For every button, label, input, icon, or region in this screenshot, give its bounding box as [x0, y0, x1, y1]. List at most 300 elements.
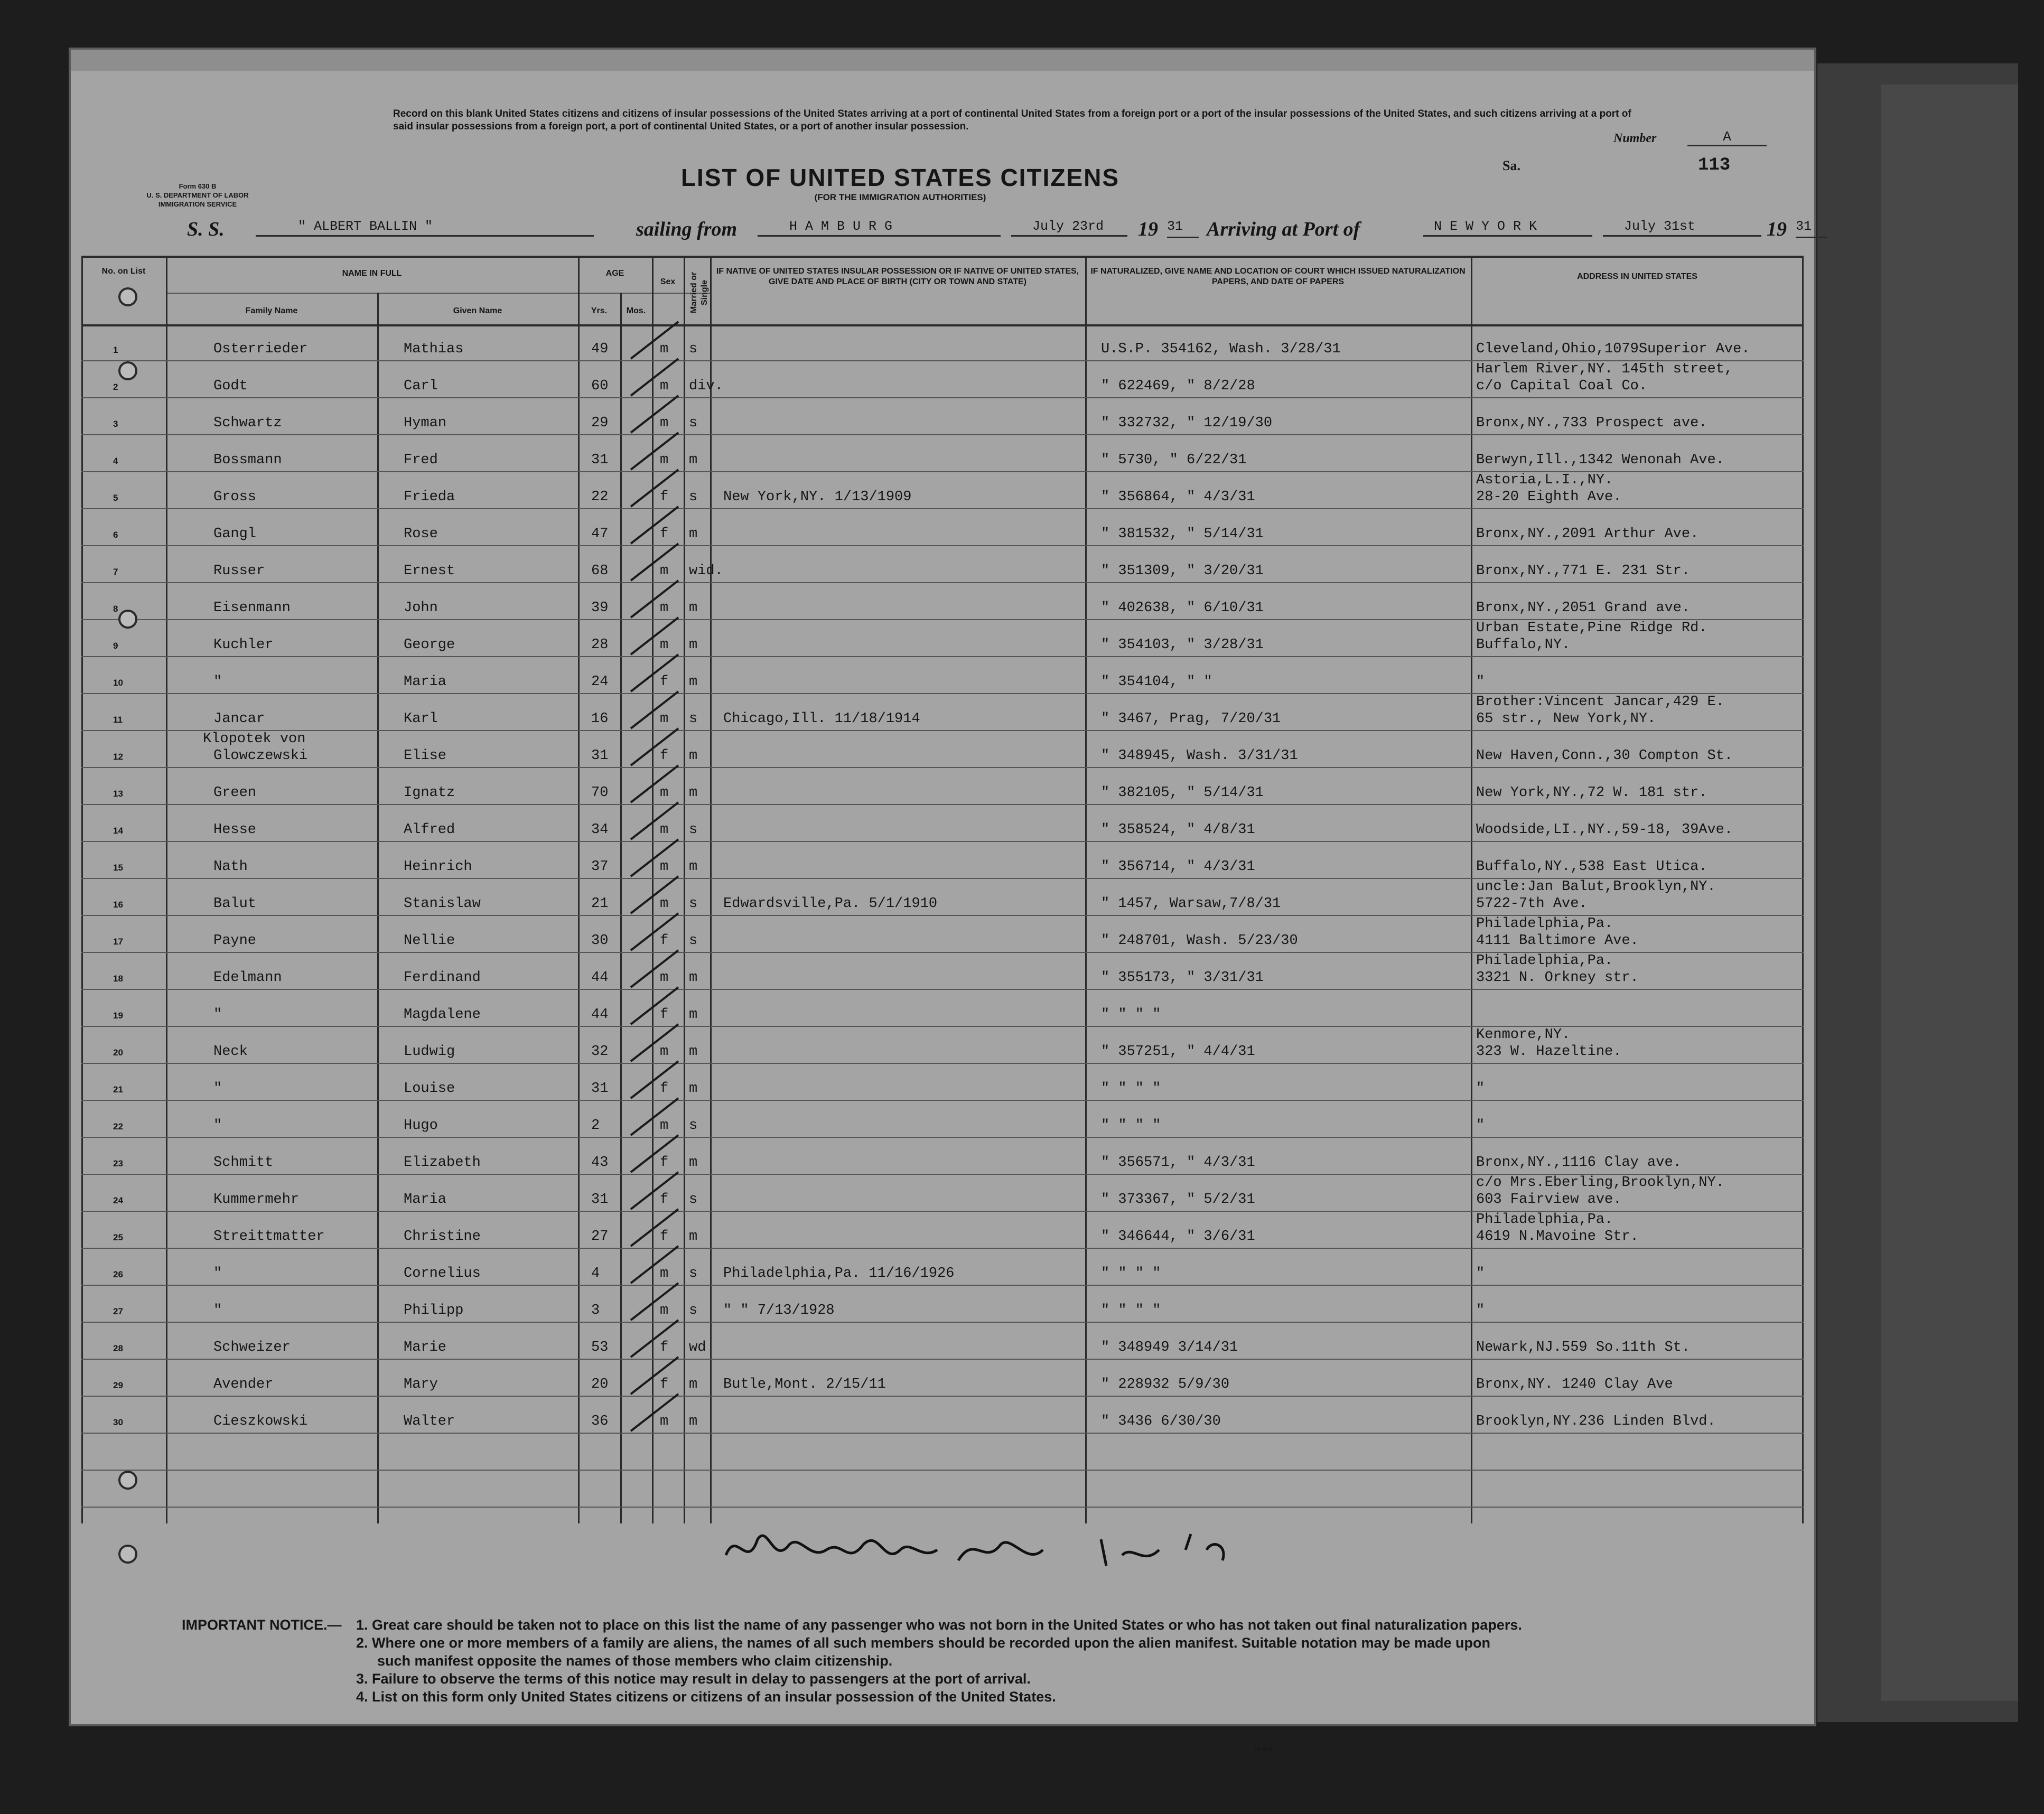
table-top-rule	[81, 256, 1804, 258]
header-sex: Sex	[660, 277, 676, 286]
sex: f	[660, 1192, 669, 1208]
check-mark-icon	[626, 541, 689, 583]
naturalization-papers: " 1457, Warsaw,7/8/31	[1101, 896, 1281, 912]
check-mark-icon	[626, 911, 689, 953]
age-years: 20	[591, 1377, 609, 1392]
table-row	[81, 694, 1804, 731]
naturalization-papers: " 381532, " 5/14/31	[1101, 526, 1264, 542]
age-years: 44	[591, 1007, 609, 1023]
sailing-label: sailing from	[636, 218, 738, 240]
header-birth: IF NATIVE OF UNITED STATES INSULAR POSSESSION OR IF NATIVE OF UNITED STATES, GIVE DATE AND PLACE OF BIRTH (CITY OR TOWN AND STATE)	[716, 267, 1079, 286]
age-years: 24	[591, 674, 609, 690]
marital-status: s	[689, 489, 698, 505]
page-number: 113	[1698, 155, 1731, 175]
sex: m	[660, 896, 669, 912]
naturalization-papers: " 354103, " 3/28/31	[1101, 637, 1264, 653]
notice-item: 4. List on this form only United States citizens or citizens of an insular possession of the United States.	[356, 1689, 1056, 1705]
notice-heading: IMPORTANT NOTICE.—	[182, 1617, 342, 1633]
address-line: c/o Mrs.Eberling,Brooklyn,NY.	[1476, 1175, 1724, 1191]
given-name: John	[404, 600, 438, 616]
check-mark-icon	[626, 874, 689, 916]
row-number: 25	[113, 1232, 123, 1242]
sex: f	[660, 1007, 669, 1023]
row-number: 5	[113, 493, 118, 503]
ss-label: S. S.	[187, 218, 225, 240]
arrival-date: July 31st	[1603, 219, 1761, 237]
given-name: Elise	[404, 748, 447, 764]
marital-status: m	[689, 637, 698, 653]
check-mark-icon	[626, 319, 689, 361]
family-name: Balut	[213, 896, 257, 912]
table-row	[81, 1212, 1804, 1249]
check-mark-icon	[626, 1207, 689, 1249]
given-name: Cornelius	[404, 1266, 481, 1282]
sex: m	[660, 637, 669, 653]
address: New York,NY.,72 W. 181 str.	[1476, 785, 1707, 801]
table-row	[81, 509, 1804, 546]
family-name: Kuchler	[213, 637, 274, 653]
family-name: Edelmann	[213, 970, 282, 986]
sex: f	[660, 1340, 669, 1355]
arriving-label: Arriving at Port of	[1207, 218, 1360, 240]
form-number: Form 630 B	[179, 182, 217, 190]
age-years: 39	[591, 600, 609, 616]
departure-port: H A M B U R G	[758, 219, 1001, 237]
family-name: Bossmann	[213, 452, 282, 468]
table-row	[81, 953, 1804, 990]
address: "	[1476, 1303, 1485, 1319]
family-name: "	[213, 674, 222, 690]
naturalization-papers: " 348949 3/14/31	[1101, 1340, 1238, 1355]
check-mark-icon	[626, 985, 689, 1027]
check-mark-icon	[626, 726, 689, 768]
naturalization-papers: " 351309, " 3/20/31	[1101, 563, 1264, 579]
header-age: AGE	[605, 269, 624, 278]
ship-name: " ALBERT BALLIN "	[256, 219, 594, 237]
family-name: "	[213, 1266, 222, 1282]
address: Bronx,NY. 1240 Clay Ave	[1476, 1377, 1673, 1392]
family-name: "	[213, 1303, 222, 1319]
table-row	[81, 1397, 1804, 1434]
family-name: Schweizer	[213, 1340, 291, 1355]
header-given-name: Given Name	[453, 306, 502, 315]
check-mark-icon	[626, 1317, 689, 1360]
address-line: uncle:Jan Balut,Brooklyn,NY.	[1476, 879, 1716, 895]
header-sub-rule	[166, 293, 710, 294]
manifest-page	[69, 48, 1816, 1753]
table-row	[81, 990, 1804, 1027]
passenger-table	[81, 256, 1804, 1523]
given-name: Rose	[404, 526, 438, 542]
naturalization-papers: " 3436 6/30/30	[1101, 1414, 1221, 1429]
address-line: Harlem River,NY. 145th street,	[1476, 361, 1733, 377]
sex: m	[660, 341, 669, 357]
marital-status: div.	[689, 378, 723, 394]
birth-place-date: New York,NY. 1/13/1909	[723, 489, 912, 505]
family-name: "	[213, 1118, 222, 1134]
age-years: 36	[591, 1414, 609, 1429]
sex: f	[660, 933, 669, 949]
notice-item: 3. Failure to observe the terms of this notice may result in delay to passengers at the port of arrival.	[356, 1671, 1031, 1687]
age-years: 28	[591, 637, 609, 653]
row-number: 2	[113, 382, 118, 392]
sex: m	[660, 600, 669, 616]
sex: m	[660, 1303, 669, 1319]
row-number: 13	[113, 789, 123, 799]
header-family-name: Family Name	[245, 306, 298, 315]
age-years: 2	[591, 1118, 600, 1134]
sex: f	[660, 489, 669, 505]
notice-item: 2. Where one or more members of a family are aliens, the names of all such members should be recorded upon the alien manifest. Suitable notation may be made upon	[356, 1635, 1491, 1651]
given-name: Heinrich	[404, 859, 472, 875]
row-number: 15	[113, 863, 123, 873]
check-mark-icon	[626, 1243, 689, 1286]
table-row	[81, 879, 1804, 916]
given-name: Magdalene	[404, 1007, 481, 1023]
table-row	[81, 546, 1804, 583]
address-line: Philadelphia,Pa.	[1476, 1212, 1613, 1228]
row-number: 11	[113, 715, 123, 725]
age-years: 31	[591, 1081, 609, 1097]
page-title: LIST OF UNITED STATES CITIZENS	[680, 164, 1120, 191]
address: Bronx,NY.,2051 Grand ave.	[1476, 600, 1691, 616]
check-mark-icon	[626, 837, 689, 879]
row-number: 26	[113, 1269, 123, 1279]
row-number: 12	[113, 752, 123, 762]
address: Woodside,LI.,NY.,59-18, 39Ave.	[1476, 822, 1733, 838]
given-name: Nellie	[404, 933, 455, 949]
naturalization-papers: " 373367, " 5/2/31	[1101, 1192, 1255, 1208]
naturalization-papers: U.S.P. 354162, Wash. 3/28/31	[1101, 341, 1341, 357]
backing-sheet-inner	[1881, 85, 2018, 1701]
sex: m	[660, 1414, 669, 1429]
family-name: Kummermehr	[213, 1192, 300, 1208]
given-name: Mary	[404, 1377, 438, 1392]
family-name: Green	[213, 785, 257, 801]
address-line: Philadelphia,Pa.	[1476, 953, 1613, 969]
family-name: Hesse	[213, 822, 257, 838]
address: "	[1476, 674, 1485, 690]
age-years: 68	[591, 563, 609, 579]
age-years: 30	[591, 933, 609, 949]
naturalization-papers: " " " "	[1101, 1007, 1161, 1023]
given-name: Walter	[404, 1414, 455, 1429]
marital-status: m	[689, 1044, 698, 1060]
naturalization-papers: " 354104, " "	[1101, 674, 1212, 690]
row-number: 18	[113, 974, 123, 984]
family-name: Streittmatter	[213, 1229, 325, 1245]
birth-place-date: " " 7/13/1928	[723, 1303, 835, 1319]
given-name: Ludwig	[404, 1044, 455, 1060]
family-name: Glowczewski	[213, 748, 308, 764]
table-row	[81, 472, 1804, 509]
table-row	[81, 1138, 1804, 1175]
naturalization-papers: " 356571, " 4/3/31	[1101, 1155, 1255, 1171]
address: "	[1476, 1266, 1485, 1282]
table-row	[81, 1360, 1804, 1397]
birth-place-date: Philadelphia,Pa. 11/16/1926	[723, 1266, 955, 1282]
birth-place-date: Chicago,Ill. 11/18/1914	[723, 711, 920, 727]
row-number: 19	[113, 1011, 123, 1021]
table-row	[81, 1064, 1804, 1101]
address: New Haven,Conn.,30 Compton St.	[1476, 748, 1733, 764]
naturalization-papers: " " " "	[1101, 1266, 1161, 1282]
age-years: 3	[591, 1303, 600, 1319]
family-name: Osterrieder	[213, 341, 308, 357]
header-naturalized: IF NATURALIZED, GIVE NAME AND LOCATION OF COURT WHICH ISSUED NATURALIZATION PAPERS, AND DATE OF PAPERS	[1090, 267, 1466, 286]
row-number: 3	[113, 419, 118, 429]
given-name: Marie	[404, 1340, 447, 1355]
address-line: Philadelphia,Pa.	[1476, 916, 1613, 932]
page-subtitle: (FOR THE IMMIGRATION AUTHORITIES)	[814, 192, 986, 202]
row-number: 6	[113, 530, 118, 540]
address: "	[1476, 1118, 1485, 1134]
table-row	[81, 1027, 1804, 1064]
age-years: 29	[591, 415, 609, 431]
row-number: 29	[113, 1380, 123, 1390]
given-name: Ernest	[404, 563, 455, 579]
table-row	[81, 1323, 1804, 1360]
given-name: Stanislaw	[404, 896, 481, 912]
row-number: 17	[113, 937, 123, 947]
sex: m	[660, 1044, 669, 1060]
page-top-edge	[71, 50, 1814, 71]
sex: f	[660, 1081, 669, 1097]
row-rule	[81, 1507, 1804, 1508]
marital-status: m	[689, 748, 698, 764]
check-mark-icon	[626, 578, 689, 620]
row-number: 1	[113, 345, 118, 355]
number-value: A	[1687, 129, 1767, 146]
given-name: Maria	[404, 1192, 447, 1208]
check-mark-icon	[626, 1022, 689, 1064]
address: Berwyn,Ill.,1342 Wenonah Ave.	[1476, 452, 1724, 468]
table-row	[81, 435, 1804, 472]
sex: m	[660, 859, 669, 875]
record-instructions: Record on this blank United States citizens and citizens of insular possessions of the United States arriving at a port of continental United States from a foreign port or a port of the insular possessions of the United States, and such citizens arriving at a port of said insular possessions from a foreign port, a port of continental United States, or a port of another insular possession.	[393, 108, 1631, 132]
sex: m	[660, 452, 669, 468]
naturalization-papers: " 356714, " 4/3/31	[1101, 859, 1255, 875]
print-code: 14-214	[1254, 1746, 1273, 1753]
family-name: Russer	[213, 563, 265, 579]
marital-status: s	[689, 1192, 698, 1208]
age-years: 22	[591, 489, 609, 505]
age-years: 34	[591, 822, 609, 838]
age-years: 31	[591, 748, 609, 764]
address-line: Urban Estate,Pine Ridge Rd.	[1476, 620, 1707, 636]
family-name: Neck	[213, 1044, 248, 1060]
marital-status: s	[689, 822, 698, 838]
birth-place-date: Edwardsville,Pa. 5/1/1910	[723, 896, 938, 912]
header-yrs: Yrs.	[591, 306, 608, 315]
given-name: Hyman	[404, 415, 447, 431]
naturalization-papers: " " " "	[1101, 1303, 1161, 1319]
given-name: Frieda	[404, 489, 455, 505]
address: Bronx,NY.,2091 Arthur Ave.	[1476, 526, 1699, 542]
header-no-on-list: No. on List	[101, 267, 146, 276]
marital-status: s	[689, 896, 698, 912]
check-mark-icon	[626, 763, 689, 805]
table-row	[81, 361, 1804, 398]
marital-status: s	[689, 933, 698, 949]
given-name: George	[404, 637, 455, 653]
row-number: 4	[113, 456, 118, 466]
row-number: 23	[113, 1158, 123, 1168]
check-mark-icon	[626, 1170, 689, 1212]
given-name: Ferdinand	[404, 970, 481, 986]
naturalization-papers: " 358524, " 4/8/31	[1101, 822, 1255, 838]
table-row	[81, 1175, 1804, 1212]
table-row	[81, 916, 1804, 953]
naturalization-papers: " 348945, Wash. 3/31/31	[1101, 748, 1298, 764]
age-years: 47	[591, 526, 609, 542]
age-years: 37	[591, 859, 609, 875]
given-name: Hugo	[404, 1118, 438, 1134]
marital-status: s	[689, 341, 698, 357]
number-label: Number	[1613, 132, 1657, 145]
family-name: Nath	[213, 859, 248, 875]
check-mark-icon	[626, 467, 689, 509]
given-name: Elizabeth	[404, 1155, 481, 1171]
age-years: 4	[591, 1266, 600, 1282]
header-married: Married or Single	[689, 272, 709, 314]
header-address: ADDRESS IN UNITED STATES	[1577, 272, 1697, 281]
check-mark-icon	[626, 1133, 689, 1175]
sex: m	[660, 378, 669, 394]
age-years: 16	[591, 711, 609, 727]
address: Buffalo,NY.,538 East Utica.	[1476, 859, 1707, 875]
address: c/o Capital Coal Co.	[1476, 378, 1648, 394]
address: 4111 Baltimore Ave.	[1476, 933, 1639, 949]
age-years: 32	[591, 1044, 609, 1060]
table-row	[81, 657, 1804, 694]
table-row	[81, 620, 1804, 657]
header-mos: Mos.	[626, 306, 646, 315]
check-mark-icon	[626, 430, 689, 472]
sex: m	[660, 711, 669, 727]
row-number: 14	[113, 826, 123, 836]
sex: f	[660, 1155, 669, 1171]
row-number: 22	[113, 1121, 123, 1132]
marital-status: s	[689, 1266, 698, 1282]
sex: m	[660, 1266, 669, 1282]
row-number: 27	[113, 1306, 123, 1316]
given-name: Fred	[404, 452, 438, 468]
given-name: Maria	[404, 674, 447, 690]
row-number: 20	[113, 1048, 123, 1058]
departure-year: 31	[1167, 219, 1199, 238]
row-number: 24	[113, 1195, 123, 1205]
binder-hole	[118, 287, 137, 306]
address: Newark,NJ.559 So.11th St.	[1476, 1340, 1691, 1355]
arrival-year-prefix: 19	[1767, 218, 1787, 240]
row-number: 9	[113, 641, 118, 651]
marital-status: m	[689, 600, 698, 616]
check-mark-icon	[626, 1391, 689, 1434]
given-name: Karl	[404, 711, 438, 727]
naturalization-papers: " 228932 5/9/30	[1101, 1377, 1230, 1392]
given-name: Christine	[404, 1229, 481, 1245]
table-row	[81, 805, 1804, 842]
row-rule	[81, 1433, 1804, 1434]
table-row	[81, 768, 1804, 805]
address-line: Astoria,L.I.,NY.	[1476, 472, 1613, 488]
naturalization-papers: " 3467, Prag, 7/20/31	[1101, 711, 1281, 727]
sex: m	[660, 1118, 669, 1134]
table-row	[81, 583, 1804, 620]
address: 603 Fairview ave.	[1476, 1192, 1622, 1208]
family-name: Schwartz	[213, 415, 282, 431]
marital-status: m	[689, 1229, 698, 1245]
address-line: Brother:Vincent Jancar,429 E.	[1476, 694, 1724, 710]
row-number: 30	[113, 1417, 123, 1427]
address: Cleveland,Ohio,1079Superior Ave.	[1476, 341, 1750, 357]
department: U. S. DEPARTMENT OF LABOR	[146, 191, 249, 199]
check-mark-icon	[626, 689, 689, 731]
departure-date: July 23rd	[1011, 219, 1127, 237]
given-name: Louise	[404, 1081, 455, 1097]
family-name: Avender	[213, 1377, 274, 1392]
row-number: 8	[113, 604, 118, 614]
sex: m	[660, 822, 669, 838]
marital-status: m	[689, 970, 698, 986]
naturalization-papers: " 5730, " 6/22/31	[1101, 452, 1247, 468]
marital-status: m	[689, 859, 698, 875]
given-name: Alfred	[404, 822, 455, 838]
address: Buffalo,NY.	[1476, 637, 1571, 653]
marital-status: m	[689, 1155, 698, 1171]
birth-place-date: Butle,Mont. 2/15/11	[723, 1377, 886, 1392]
given-name: Mathias	[404, 341, 464, 357]
given-name: Carl	[404, 378, 438, 394]
family-name: "	[213, 1007, 222, 1023]
marital-status: s	[689, 1118, 698, 1134]
row-number: 16	[113, 900, 123, 910]
address: "	[1476, 1081, 1485, 1097]
check-mark-icon	[626, 948, 689, 990]
marital-status: s	[689, 1303, 698, 1319]
age-years: 27	[591, 1229, 609, 1245]
sex: m	[660, 415, 669, 431]
naturalization-papers: " 355173, " 3/31/31	[1101, 970, 1264, 986]
sa-label: Sa.	[1502, 158, 1520, 173]
naturalization-papers: " 248701, Wash. 5/23/30	[1101, 933, 1298, 949]
address: Bronx,NY.,733 Prospect ave.	[1476, 415, 1707, 431]
year-prefix: 19	[1138, 218, 1158, 240]
naturalization-papers: " 622469, " 8/2/28	[1101, 378, 1255, 394]
row-number: 7	[113, 567, 118, 577]
age-years: 70	[591, 785, 609, 801]
marital-status: m	[689, 526, 698, 542]
notice-item: such manifest opposite the names of those members who claim citizenship.	[377, 1653, 893, 1669]
naturalization-papers: " 356864, " 4/3/31	[1101, 489, 1255, 505]
marital-status: m	[689, 785, 698, 801]
age-years: 31	[591, 452, 609, 468]
address: Brooklyn,NY.236 Linden Blvd.	[1476, 1414, 1716, 1429]
age-years: 53	[591, 1340, 609, 1355]
notice-item: 1. Great care should be taken not to place on this list the name of any passenger who was not born in the United States or who has not taken out final naturalization papers.	[356, 1617, 1522, 1633]
age-years: 44	[591, 970, 609, 986]
header-name-in-full: NAME IN FULL	[342, 269, 402, 278]
address: 3321 N. Orkney str.	[1476, 970, 1639, 986]
check-mark-icon	[626, 393, 689, 435]
family-name: "	[213, 1081, 222, 1097]
check-mark-icon	[626, 1280, 689, 1323]
address: Bronx,NY.,771 E. 231 Str.	[1476, 563, 1691, 579]
check-mark-icon	[626, 652, 689, 694]
sex: f	[660, 1377, 669, 1392]
marital-status: m	[689, 452, 698, 468]
